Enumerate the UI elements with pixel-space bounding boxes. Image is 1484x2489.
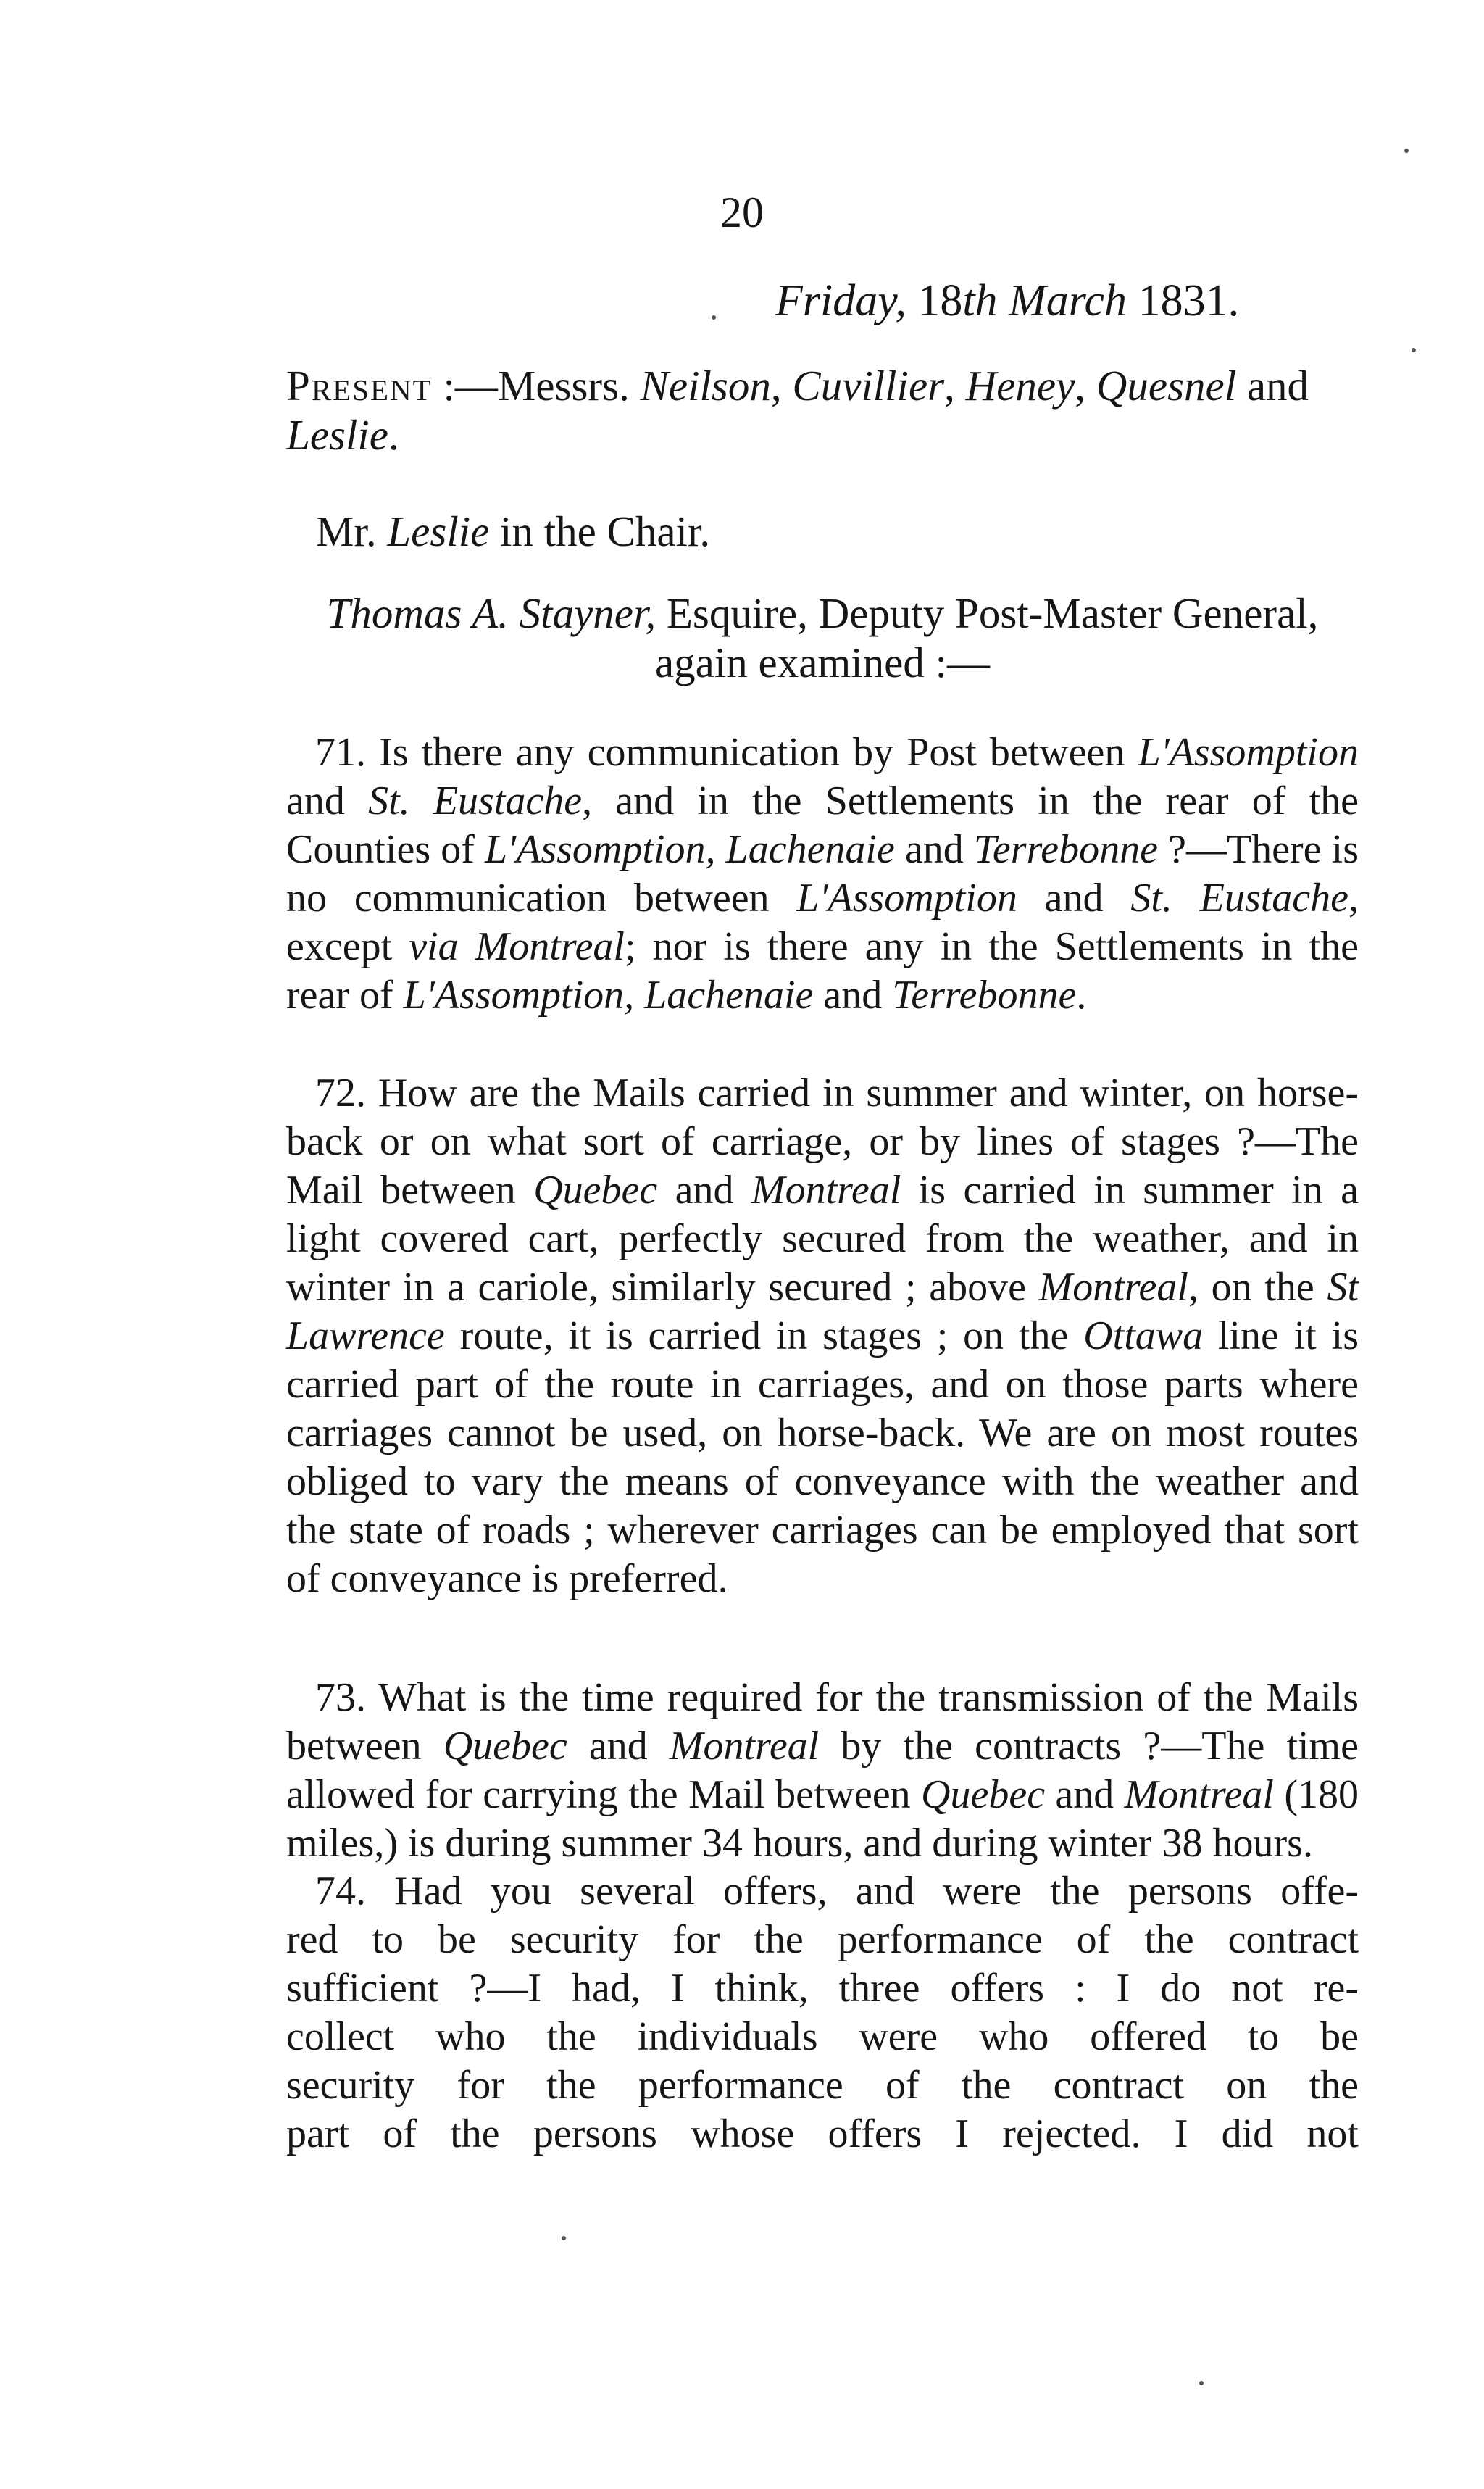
italic-text: Montreal [1038, 1265, 1188, 1310]
question-71 [286, 728, 1359, 1020]
text-run: and [813, 973, 893, 1018]
date-year: 1831. [1138, 276, 1240, 325]
text-run: and [1045, 1772, 1125, 1817]
text-run: , except [286, 876, 1359, 969]
ink-speck [562, 2236, 566, 2240]
text-run: , on the [1188, 1265, 1327, 1310]
ink-speck [1199, 2381, 1204, 2385]
italic-text: Montreal [669, 1724, 820, 1769]
italic-text: St Lawrence [286, 1265, 1359, 1358]
member-name: Heney [965, 362, 1075, 410]
date-line [775, 274, 1355, 328]
italic-text: Quebec [921, 1772, 1046, 1817]
text-run: . [1076, 973, 1087, 1018]
text-run: 73. What is the time required for the transmission of the Mails between [286, 1675, 1359, 1769]
question-73 [286, 1674, 1359, 1868]
italic-text: L'Assomption [796, 876, 1017, 921]
text-run: and [567, 1724, 670, 1769]
italic-text: Montreal [1124, 1772, 1274, 1817]
text-run: (180 miles,) is during summer 34 hours, and during winter 38 hours. [286, 1772, 1359, 1866]
text-run: is carried in summer in a light covered cart, perfectly secured from the weather, and in winter in a cariole, similarly secured ; above [286, 1168, 1359, 1310]
text-line: security for the performance of the contract on the [286, 2063, 1359, 2108]
italic-text: St. Eustache [1130, 876, 1349, 921]
text-run: and [894, 827, 974, 872]
text-run: and [1017, 876, 1131, 921]
question-74 [286, 1867, 1359, 2158]
italic-text: Terrebonne [892, 973, 1077, 1018]
date-day: Friday, [775, 276, 906, 325]
italic-text: Quebec [443, 1724, 567, 1769]
text-line: collect who the individuals were who offered to be [286, 2014, 1359, 2059]
member-name: Quesnel [1096, 362, 1237, 410]
italic-text: Quebec [533, 1168, 658, 1213]
date-month: March [1009, 276, 1127, 325]
date-num: 18th [917, 276, 998, 325]
text-run: by the contracts ?—The time allowed for carrying the Mail between [286, 1724, 1359, 1817]
text-run: 71. Is there any communication by Post between [315, 730, 1138, 775]
member-name: Neilson [640, 362, 771, 410]
ink-speck [1412, 348, 1416, 352]
text-line: red to be security for the performance of the contract [286, 1917, 1359, 1962]
witness-name: Thomas A. Stayner, [326, 589, 656, 637]
chair-name: Leslie [387, 507, 490, 555]
ink-speck [712, 315, 716, 320]
italic-text: L'Assomption, Lachenaie [484, 827, 895, 872]
text-run: ; nor is there any in the Settlements in the rear of [286, 924, 1359, 1018]
text-run: line it is carried part of the route in carriages, and on those parts where carriages cannot be used, on horse-back. We are on most routes obliged to vary the means of conveyance with the weather and the state of roads ; wherever carriages can be employed that sort of conveyance is preferred. [286, 1313, 1359, 1601]
chair-line: Mr. Leslie in the Chair. [316, 507, 711, 555]
italic-text: via Montreal [409, 924, 625, 969]
italic-text: L'Assomption [1138, 730, 1359, 775]
text-run: route, it is carried in stages ; on the [444, 1313, 1084, 1358]
member-name: Cuvillier [792, 362, 945, 410]
question-72 [286, 1069, 1359, 1603]
text-line: part of the persons whose offers I rejected. I did not [286, 2111, 1359, 2156]
witness-heading: Thomas A. Stayner, Esquire, Deputy Post-Master General, again examined :— [326, 589, 1319, 686]
italic-text: Terrebonne [973, 827, 1158, 872]
text-run: 72. How are the Mails carried in summer and winter, on horse-back or on what sort of carriage, or by lines of stages ?—The Mail between [286, 1071, 1359, 1213]
italic-text: Ottawa [1083, 1313, 1204, 1358]
ink-speck [1404, 149, 1409, 153]
italic-text: Montreal [751, 1168, 901, 1213]
present-line: Present :—Messrs. Neilson, Cuvillier, Heney, Quesnel and Leslie. [286, 362, 1309, 459]
member-name: Leslie [286, 411, 388, 459]
text-run: , and in the Settlements in the rear of the Counties of [286, 778, 1359, 872]
text-line: sufficient ?—I had, I think, three offers : I do not re- [286, 1966, 1359, 2011]
page-number: 20 [720, 188, 764, 236]
text-run: and [657, 1168, 751, 1213]
italic-text: St. Eustache [368, 778, 583, 823]
text-run: ?—There is no communication between [286, 827, 1359, 921]
present-label: Present [286, 362, 433, 410]
text-run: and [286, 778, 369, 823]
italic-text: L'Assomption, Lachenaie [403, 973, 814, 1018]
text-line: 74. Had you several offers, and were the persons offe- [315, 1869, 1359, 1914]
